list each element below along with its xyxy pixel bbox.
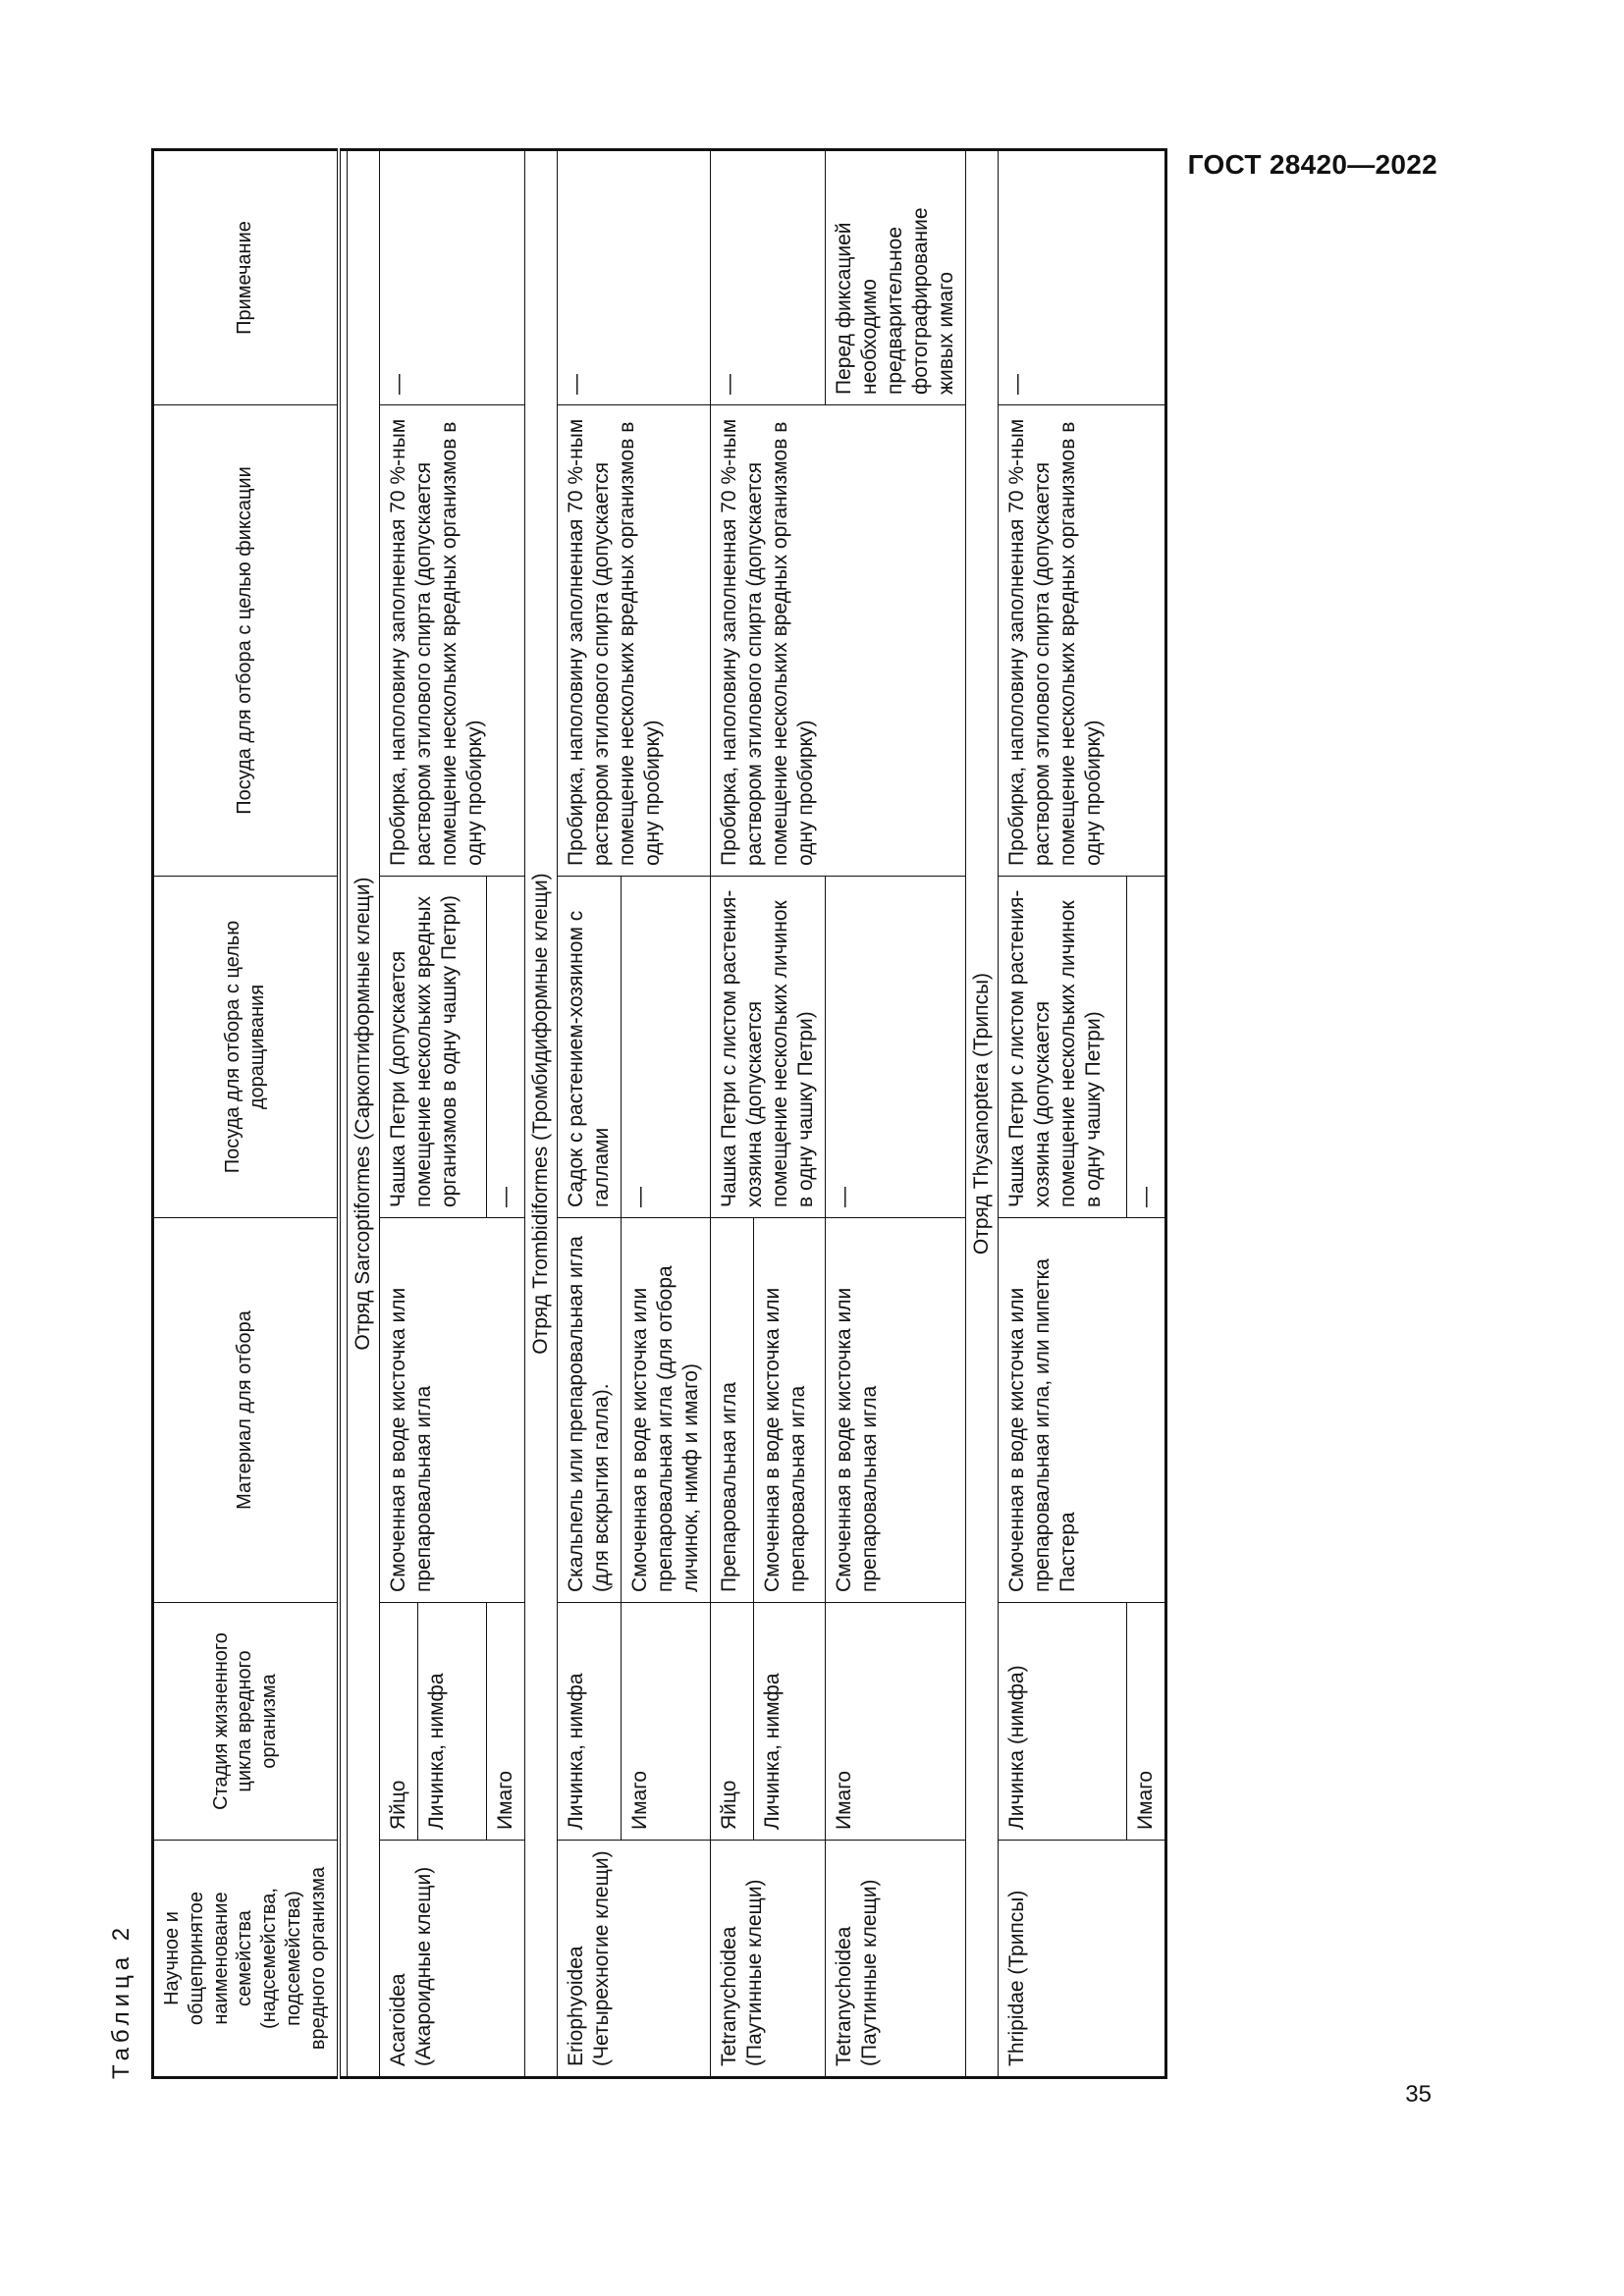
header-note: Примечание [153, 150, 339, 405]
family-name: Thripidae (Трипсы) [999, 1841, 1166, 2078]
vessel-growing: — [621, 877, 710, 1218]
vessel-growing: Чашка Петри с листом растения-хозяина (допускается помещение нескольких личинок в одну чашку Петри) [710, 877, 825, 1218]
material: Смоченная в воде кисточка или препаровальная игла (для отбора личинок, нимф и имаго) [621, 1218, 710, 1603]
header-material: Материал для отбора [153, 1218, 339, 1603]
material: Скальпель или препаровальная игла (для вскрытия галла). [557, 1218, 621, 1603]
material: Смоченная в воде кисточка или препаровальная игла, или пипетка Пастера [999, 1218, 1166, 1603]
group-title-row [966, 150, 999, 2078]
material: Смоченная в воде кисточка или препаровальная игла [379, 1218, 524, 1603]
vessel-growing: Чашка Петри (допускается помещение нескольких вредных организмов в одну чашку Петри) [379, 877, 486, 1218]
table-caption: Таблица 2 [108, 1922, 135, 2079]
family-name: Tetranychoidea (Паутинные клещи) [825, 1841, 965, 2078]
group-title: Отряд Sarcoptiformes (Саркоптиформные клещи) [347, 150, 379, 2078]
material: Смоченная в воде кисточка или препаровальная игла [825, 1218, 965, 1603]
vessel-growing: Садок с растением-хозяином с галлами [557, 877, 621, 1218]
group-title-row [347, 150, 379, 2078]
vessel-growing: — [825, 877, 965, 1218]
table-row [557, 150, 621, 2078]
vessel-growing: Чашка Петри с листом растения-хозяина (допускается помещение нескольких личинок в одну чашку Петри) [999, 877, 1127, 1218]
life-stage: Имаго [1127, 1603, 1166, 1841]
header-row [153, 150, 339, 2078]
table-row [999, 150, 1127, 2078]
life-stage: Имаго [486, 1603, 524, 1841]
life-stage: Личинка, нимфа [557, 1603, 621, 1841]
header-vessel-fixation: Посуда для отбора с целью фиксации [153, 405, 339, 877]
vessel-growing: — [486, 877, 524, 1218]
material: Смоченная в воде кисточка или препаровальная игла [753, 1218, 825, 1603]
vessel-fixation: Пробирка, наполовину заполненная 70 %-ным раствором этилового спирта (допускается помещение нескольких вредных организмов в одну пробирку) [999, 405, 1166, 877]
life-stage: Имаго [825, 1603, 965, 1841]
life-stage: Имаго [621, 1603, 710, 1841]
table-row [379, 150, 417, 2078]
group-title: Отряд Thysanoptera (Трипсы) [966, 150, 999, 2078]
vessel-fixation: Пробирка, наполовину заполненная 70 %-ным раствором этилового спирта (допускается помещение нескольких вредных организмов в одну пробирку) [379, 405, 524, 877]
family-name: Eriophyoidea (Четырехногие клещи) [557, 1841, 710, 2078]
header-vessel-growing: Посуда для отбора с целью доращивания [153, 877, 339, 1218]
life-stage: Личинка (нимфа) [999, 1603, 1127, 1841]
table-row [710, 150, 753, 2078]
life-stage: Личинка, нимфа [417, 1603, 486, 1841]
group-title-row [524, 150, 557, 2078]
vessel-growing: — [1127, 877, 1166, 1218]
pest-sampling-table [151, 148, 1167, 2079]
header-separator [339, 150, 348, 2078]
rotated-table-block [100, 151, 1453, 2079]
life-stage: Яйцо [710, 1603, 753, 1841]
material: Препаровальная игла [710, 1218, 753, 1603]
page-number: 35 [1405, 2081, 1432, 2108]
life-stage: Яйцо [379, 1603, 417, 1841]
vessel-fixation: Пробирка, наполовину заполненная 70 %-ным раствором этилового спирта (допускается помещение нескольких вредных организмов в одну пробирку) [710, 405, 965, 877]
note: — [999, 150, 1166, 405]
vessel-fixation: Пробирка, наполовину заполненная 70 %-ным раствором этилового спирта (допускается помещение нескольких вредных организмов в одну пробирку) [557, 405, 710, 877]
group-title: Отряд Trombidiformes (Тромбидиформные клещи) [524, 150, 557, 2078]
note: — [710, 150, 825, 405]
note: — [557, 150, 710, 405]
header-stage: Стадия жизненного цикла вредного организма [153, 1603, 339, 1841]
family-name: Acaroidea (Акароидные клещи) [379, 1841, 524, 2078]
note: — [379, 150, 524, 405]
family-name: Tetranychoidea (Паутинные клещи) [710, 1841, 825, 2078]
standard-number: ГОСТ 28420—2022 [1187, 149, 1437, 180]
header-name: Научное и общепринятое наименование семейства (надсемейства, подсемейства) вредного организма [153, 1841, 339, 2078]
life-stage: Личинка, нимфа [753, 1603, 825, 1841]
note: Перед фиксацией необходимо предварительное фотографирование живых имаго [825, 150, 965, 405]
